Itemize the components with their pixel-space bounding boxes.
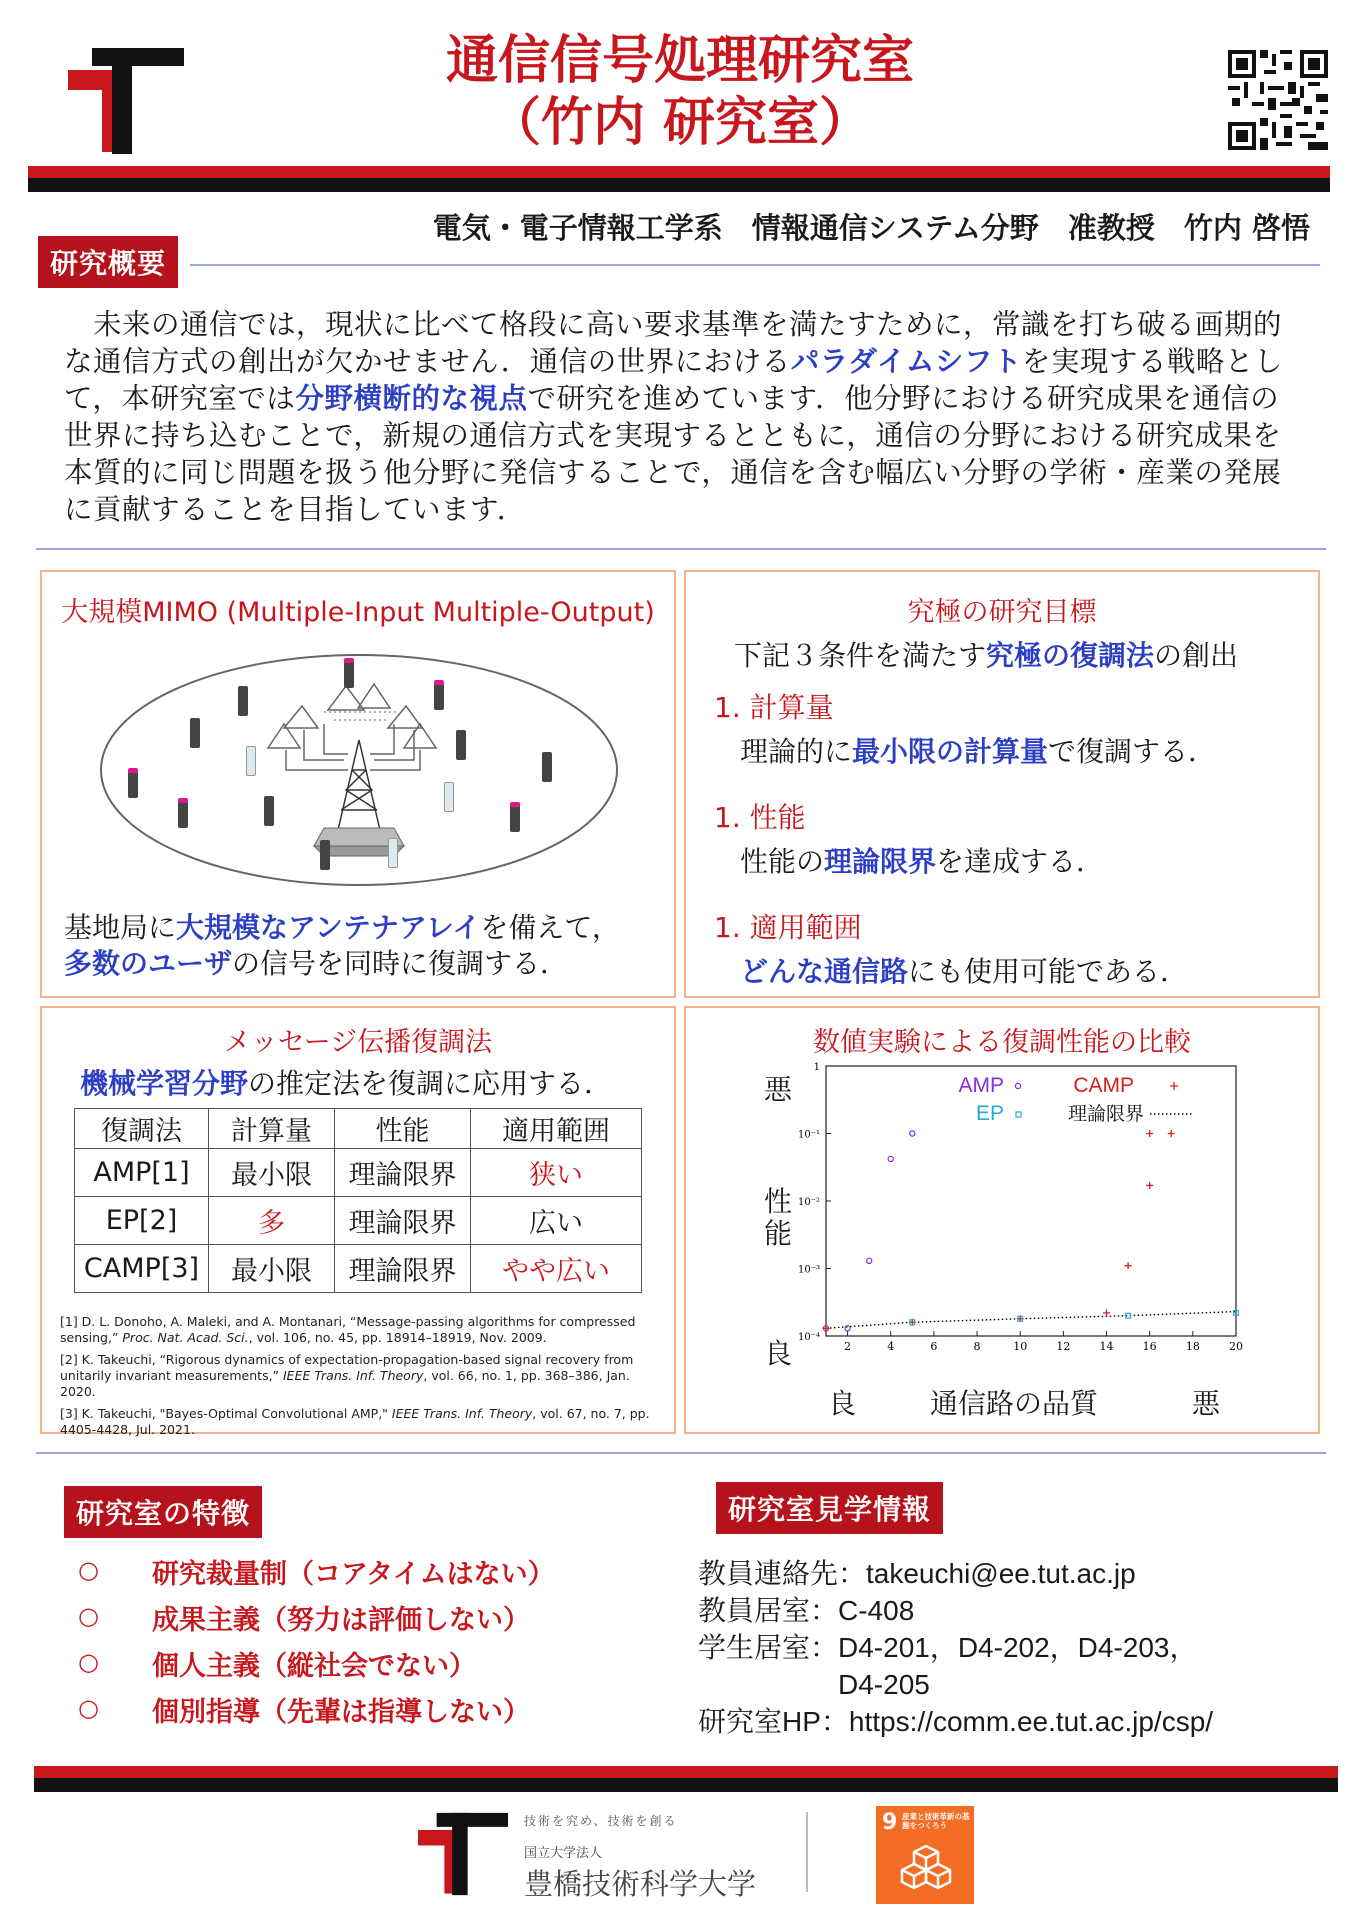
footer-univ-small: 国立大学法人 xyxy=(524,1846,603,1861)
reference-3-details: , vol. 67, no. 7, pp. 4405-4428, Jul. 2021. xyxy=(60,1406,650,1437)
user-phone xyxy=(128,768,138,798)
legend-camp-label: CAMP xyxy=(1073,1074,1134,1097)
reference-2-details: , vol. 66, no. 1, pp. 368–386, Jan. 2020. xyxy=(60,1368,630,1399)
user-phone xyxy=(190,718,200,748)
x-tick-label: 18 xyxy=(1185,1340,1200,1353)
overview-text-3: で研究を進めています．他分野における研究成果を通信の世界に持ち込むことで，新規の通信方式を実現するとともに，通信の分野における研究成果を本質的に同じ問題を扱う他分野に発信することで，通信を含む幅広い分野の学術・産業の発展に貢献することを目指しています． xyxy=(64,382,1282,526)
visit-contact: 教員連絡先：takeuchi@ee.tut.ac.jp xyxy=(698,1558,1136,1589)
x-tick-label: 16 xyxy=(1142,1340,1157,1353)
title-line-1: 通信信号処理研究室 xyxy=(445,31,914,91)
mimo-caption-2: を備えて， xyxy=(480,911,620,944)
overview-bottom-rule xyxy=(36,548,1326,550)
table-cell: 最小限 xyxy=(209,1245,335,1293)
overview-highlight-paradigm: パラダイムシフト xyxy=(790,345,1022,378)
goal-item-2-highlight: 理論限界 xyxy=(824,845,937,878)
feature-item: 研究裁量制（コアタイムはない） xyxy=(152,1559,555,1590)
x-tick-label: 2 xyxy=(844,1340,852,1353)
user-phone xyxy=(344,658,354,688)
visit-tag: 研究室見学情報 xyxy=(716,1482,943,1534)
camp-point xyxy=(1103,1309,1110,1316)
table-cell: やや広い xyxy=(471,1245,642,1293)
table-cell: 理論限界 xyxy=(335,1149,471,1197)
user-phone xyxy=(456,730,466,760)
overview-tag: 研究概要 xyxy=(38,236,178,288)
y-tick-label: 10⁻² xyxy=(797,1197,820,1208)
goal-lead-1: 下記３条件を満たす xyxy=(734,639,987,672)
references xyxy=(60,1314,660,1438)
table-cell: EP[2] xyxy=(75,1197,209,1245)
goal-lead-2: の創出 xyxy=(1154,639,1239,672)
sdg-badge xyxy=(876,1806,974,1904)
performance-chart xyxy=(786,1058,1316,1378)
reference-1-details: , vol. 106, no. 45, pp. 18914–18919, Nov. 2009. xyxy=(248,1330,547,1345)
x-tick-label: 20 xyxy=(1229,1340,1243,1353)
user-phone xyxy=(238,686,248,716)
table-header-cell: 性能 xyxy=(335,1109,471,1149)
sdg-cubes-icon xyxy=(900,1842,952,1894)
table-row xyxy=(75,1149,642,1197)
mimo-title: 大規模MIMO (Multiple-Input Multiple-Output) xyxy=(61,597,655,628)
reference-3 xyxy=(60,1406,660,1438)
x-tick-label: 6 xyxy=(930,1340,938,1353)
y-axis-bad-label: 悪 xyxy=(764,1073,793,1106)
features-tag: 研究室の特徴 xyxy=(64,1486,262,1538)
mimo-caption-3: の信号を同時に復調する． xyxy=(232,947,569,980)
camp-point xyxy=(1146,1130,1153,1137)
x-axis-bad-label: 悪 xyxy=(1192,1387,1221,1420)
user-phone xyxy=(246,746,256,776)
user-phone xyxy=(178,798,188,828)
user-phone xyxy=(510,802,520,832)
university-logo xyxy=(68,48,184,154)
visit-student-room: 学生居室：D4-201，D4-202，D4-203， xyxy=(698,1632,1198,1663)
user-phone xyxy=(542,752,552,782)
table-header-row xyxy=(75,1109,642,1149)
x-tick-label: 8 xyxy=(973,1340,981,1353)
table-cell: CAMP[3] xyxy=(75,1245,209,1293)
x-axis-label: 通信路の品質 xyxy=(930,1387,1099,1420)
qr-code-icon[interactable] xyxy=(1228,50,1328,150)
footer-slogan: 技術を究め、技術を創る xyxy=(524,1814,678,1828)
visit-homepage-link[interactable]: 研究室HP：https://comm.ee.tut.ac.jp/csp/ xyxy=(698,1706,1214,1737)
legend-limit-label: 理論限界 xyxy=(1067,1103,1144,1125)
reference-1-journal: Proc. Nat. Acad. Sci. xyxy=(122,1330,249,1345)
feature-bullet-icon: ○ xyxy=(78,1602,99,1630)
header-rule-black xyxy=(28,178,1330,192)
user-phone xyxy=(434,680,444,710)
overview-rule xyxy=(190,264,1320,266)
camp-point xyxy=(1125,1262,1132,1269)
table-header-cell: 復調法 xyxy=(75,1109,209,1149)
reference-3-journal: IEEE Trans. Inf. Theory xyxy=(391,1406,533,1421)
camp-point xyxy=(1146,1182,1153,1189)
mp-box xyxy=(40,1006,676,1437)
goal-item-1-pre: 理論的に xyxy=(740,735,853,768)
amp-point xyxy=(845,1326,850,1331)
y-tick-label: 10⁻³ xyxy=(797,1264,820,1276)
feature-item: 個別指導（先輩は指導しない） xyxy=(152,1697,530,1728)
legend-amp-label: AMP xyxy=(958,1074,1004,1097)
table-cell: 多 xyxy=(209,1197,335,1245)
table-cell: 理論限界 xyxy=(335,1197,471,1245)
x-tick-label: 14 xyxy=(1099,1340,1114,1353)
page-title xyxy=(280,30,1080,154)
theoretical-limit-line xyxy=(826,1312,1236,1329)
reference-2-authors: [2] K. Takeuchi, “Rigorous dynamics of expectation-propagation-based signal recovery from unitarily invariant measurements,” xyxy=(60,1352,634,1383)
x-tick-label: 10 xyxy=(1013,1340,1028,1353)
goal-title: 究極の研究目標 xyxy=(907,597,1097,628)
table-cell: 最小限 xyxy=(209,1149,335,1197)
footer-rule-black xyxy=(34,1778,1338,1792)
goal-item-3-head: 1. 適用範囲 xyxy=(714,911,862,944)
legend-camp-marker xyxy=(1170,1082,1178,1090)
user-phone xyxy=(264,796,274,826)
goal-lead-highlight: 究極の復調法 xyxy=(986,639,1155,672)
footer-univ-name: 豊橋技術科学大学 xyxy=(524,1867,757,1901)
footer-logo xyxy=(418,1812,508,1896)
goal-lead xyxy=(734,634,1238,674)
table-row xyxy=(75,1245,642,1293)
mimo-diagram xyxy=(98,650,620,888)
user-phone xyxy=(444,782,454,812)
mp-lead xyxy=(80,1062,612,1102)
table-cell: 理論限界 xyxy=(335,1245,471,1293)
y-tick-label: 10⁻⁴ xyxy=(797,1332,820,1343)
goal-item-2-pre: 性能の xyxy=(740,845,825,878)
goal-item-1-highlight: 最小限の計算量 xyxy=(852,735,1049,768)
table-row xyxy=(75,1197,642,1245)
reference-2 xyxy=(60,1352,660,1400)
y-axis-label: 性能 xyxy=(764,1185,793,1250)
overview-paragraph xyxy=(64,306,1304,528)
reference-1-authors: [1] D. L. Donoho, A. Maleki, and A. Montanari, “Message-passing algorithms for compressed sensing,” xyxy=(60,1314,636,1345)
goal-item-3-post: にも使用可能である． xyxy=(908,955,1189,988)
overview-text-2: を実現する戦略として，本研究室では xyxy=(64,345,1283,415)
overview-highlight-crossfield: 分野横断的な視点 xyxy=(295,382,528,415)
x-tick-label: 4 xyxy=(887,1340,895,1353)
y-axis-good-label: 良 xyxy=(764,1337,793,1370)
comparison-table xyxy=(74,1108,642,1293)
table-cell: 広い xyxy=(471,1197,642,1245)
visit-student-room-cont: D4-205 xyxy=(698,1669,930,1700)
mp-title: メッセージ伝播復調法 xyxy=(223,1027,493,1058)
x-axis-good-label: 良 xyxy=(828,1387,857,1420)
mp-lead-text: の推定法を復調に応用する． xyxy=(248,1067,613,1100)
numerical-box xyxy=(684,1006,1320,1434)
x-tick-label: 12 xyxy=(1056,1340,1071,1353)
camp-point xyxy=(823,1325,830,1332)
goal-item-1-post: で復調する． xyxy=(1048,735,1217,768)
footer-divider xyxy=(806,1812,808,1892)
mp-lead-highlight: 機械学習分野 xyxy=(80,1067,249,1100)
mimo-caption xyxy=(64,910,664,982)
affiliation-line: 電気・電子情報工学系 情報通信システム分野 准教授 竹内 啓悟 xyxy=(432,211,1310,245)
table-header-cell: 適用範囲 xyxy=(471,1109,642,1149)
goal-item-2-head: 1. 性能 xyxy=(714,801,806,834)
mimo-highlight-array: 大規模なアンテナアレイ xyxy=(176,911,481,944)
reference-2-journal: IEEE Trans. Inf. Theory xyxy=(283,1368,424,1383)
reference-3-authors: [3] K. Takeuchi, "Bayes-Optimal Convolutional AMP," xyxy=(60,1406,392,1421)
table-cell: AMP[1] xyxy=(75,1149,209,1197)
middle-rule xyxy=(36,1452,1326,1454)
amp-point xyxy=(867,1258,872,1263)
legend-amp-marker xyxy=(1015,1083,1020,1088)
amp-point xyxy=(910,1131,915,1136)
goal-item-2-post: を達成する． xyxy=(936,845,1105,878)
legend-ep-marker xyxy=(1016,1112,1021,1117)
user-phone xyxy=(320,840,330,870)
plot-frame xyxy=(826,1066,1236,1336)
goal-item-3-body xyxy=(740,950,1188,990)
legend-ep-label: EP xyxy=(975,1102,1004,1125)
table-cell: 狭い xyxy=(471,1149,642,1197)
feature-item: 成果主義（努力は評価しない） xyxy=(152,1605,530,1636)
footer-rule-red xyxy=(34,1766,1338,1778)
header-rule-red xyxy=(28,166,1330,178)
goal-box xyxy=(684,570,1320,998)
reference-1 xyxy=(60,1314,660,1346)
mimo-caption-1: 基地局に xyxy=(64,911,177,944)
overview-text-1: 未来の通信では，現状に比べて格段に高い要求基準を満たすために，常識を打ち破る画期的な通信方式の創出が欠かせません．通信の世界における xyxy=(64,308,1283,378)
goal-item-3-highlight: どんな通信路 xyxy=(740,955,909,988)
mimo-box xyxy=(40,570,676,998)
feature-bullet-icon: ○ xyxy=(78,1694,99,1722)
numerical-title: 数値実験による復調性能の比較 xyxy=(813,1027,1191,1058)
y-tick-label: 1 xyxy=(813,1062,820,1073)
feature-bullet-icon: ○ xyxy=(78,1648,99,1676)
camp-point xyxy=(1168,1130,1175,1137)
goal-item-1-body xyxy=(740,730,1216,770)
mimo-highlight-users: 多数のユーザ xyxy=(64,947,233,980)
visit-office: 教員居室：C-408 xyxy=(698,1595,915,1626)
feature-item: 個人主義（縦社会でない） xyxy=(152,1651,476,1682)
goal-item-2-body xyxy=(740,840,1104,880)
table-header-cell: 計算量 xyxy=(209,1109,335,1149)
user-phone xyxy=(388,838,398,868)
title-line-2: （竹内 研究室） xyxy=(488,93,872,153)
sdg-number: 9 xyxy=(882,1810,898,1835)
feature-bullet-icon: ○ xyxy=(78,1556,99,1584)
goal-item-1-head: 1. 計算量 xyxy=(714,691,834,724)
sdg-text: 産業と技術革新の基盤をつくろう xyxy=(902,1812,970,1830)
amp-point xyxy=(888,1156,893,1161)
y-tick-label: 10⁻¹ xyxy=(797,1129,820,1141)
